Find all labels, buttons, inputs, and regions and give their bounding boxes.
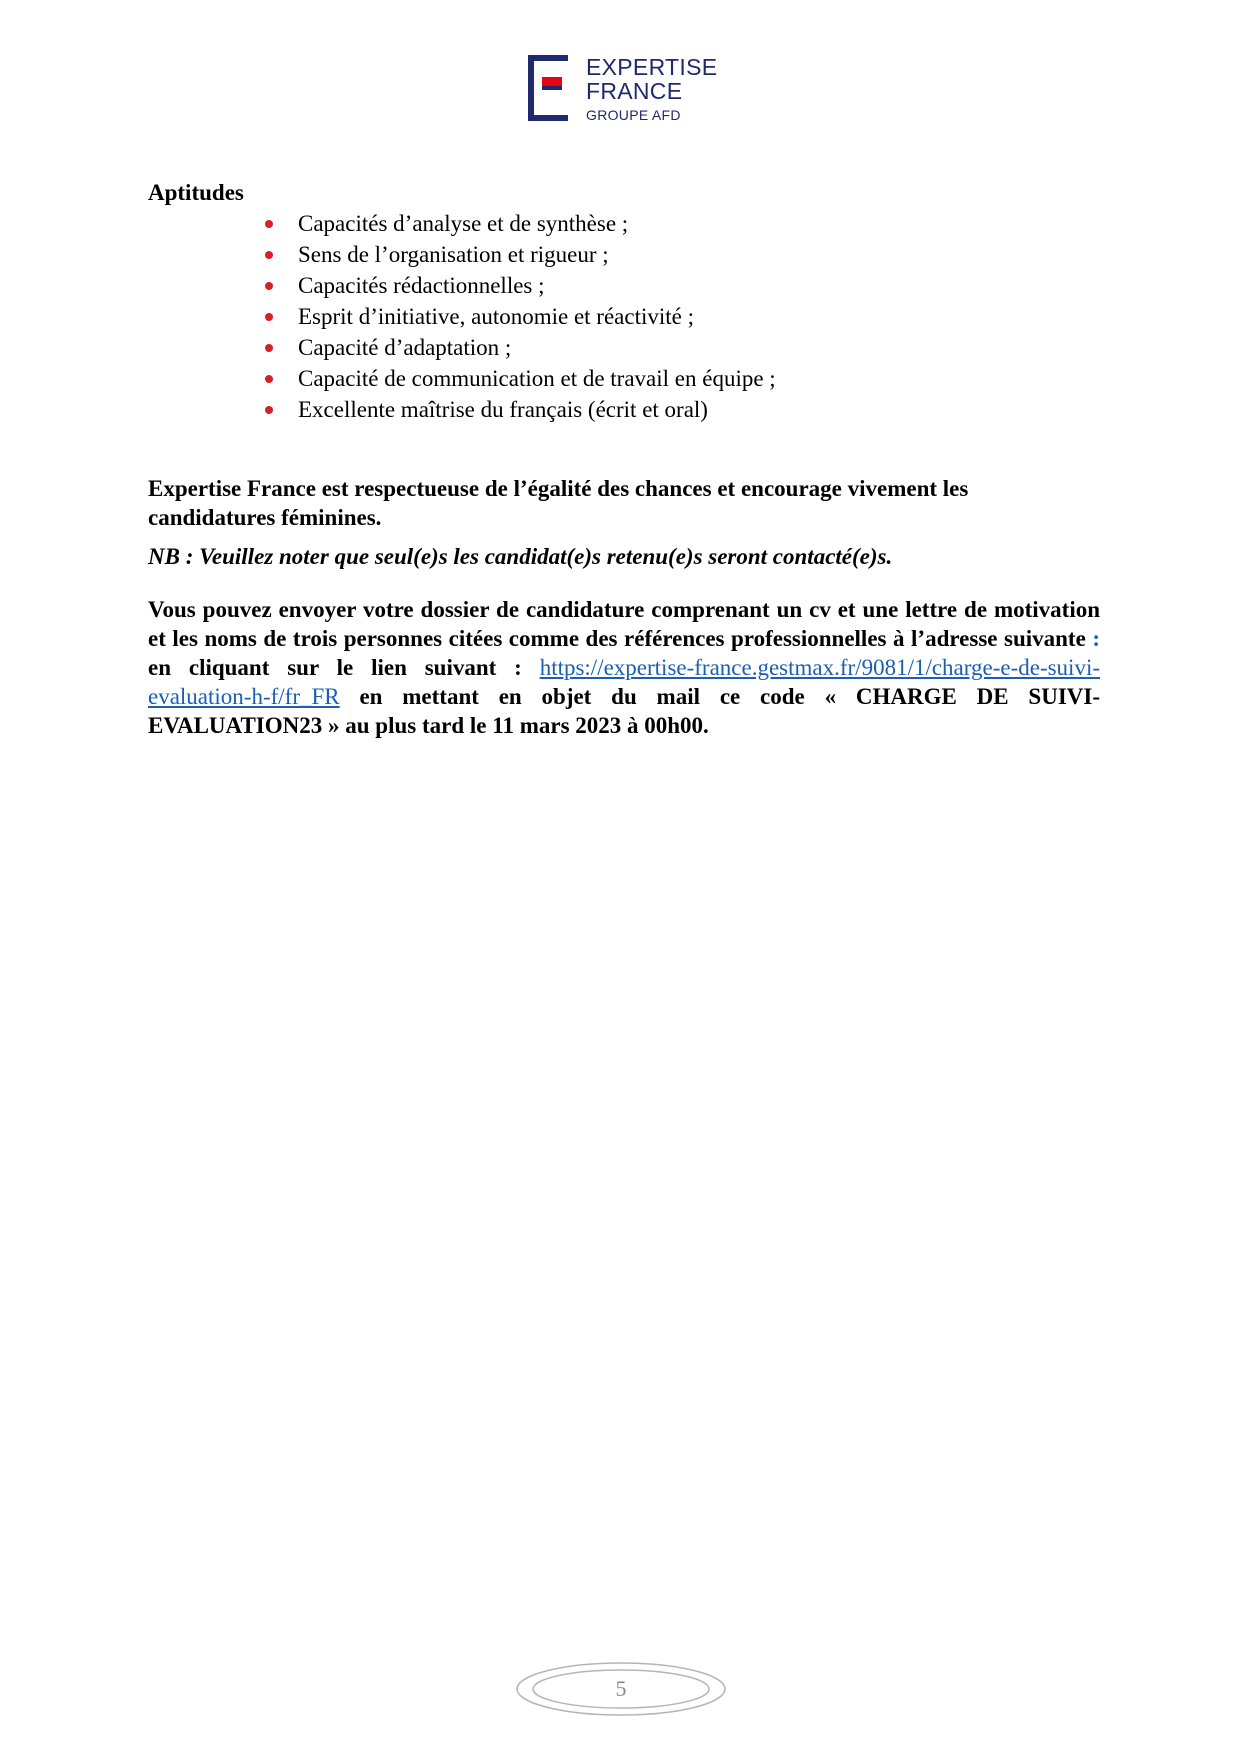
list-item <box>298 363 1100 394</box>
list-item <box>298 301 1100 332</box>
equal-opportunity-statement: Expertise France est respectueuse de l’égalité des chances et encourage vivement les candidatures féminines. <box>148 476 969 530</box>
bullet-dot-icon <box>265 313 273 321</box>
list-item-text: Capacité de communication et de travail en équipe ; <box>298 366 776 391</box>
bullet-dot-icon <box>265 406 273 414</box>
list-item <box>298 208 1100 239</box>
list-item-text: Capacités rédactionnelles ; <box>298 273 545 298</box>
application-link[interactable]: https://expertise-france.gestmax.fr/9081/1/charge-e-de-suivi-evaluation-h-f/fr_FR <box>148 655 1100 709</box>
logo-line-groupe-afd: GROUPE AFD <box>586 107 681 123</box>
list-item <box>298 394 1100 425</box>
aptitudes-heading: Aptitudes <box>148 180 244 205</box>
application-colon: : <box>1092 626 1100 651</box>
aptitudes-list <box>148 208 1100 425</box>
nb-notice: NB : Veuillez noter que seul(e)s les candidat(e)s retenu(e)s seront contacté(e)s. <box>148 544 893 569</box>
bullet-dot-icon <box>265 220 273 228</box>
application-text-part2: en cliquant sur le lien suivant : <box>148 655 540 680</box>
application-text-part1: Vous pouvez envoyer votre dossier de candidature comprenant un cv et une lettre de motivation et les noms de trois personnes citées comme des références professionnelles à l’adresse suivante <box>148 597 1100 651</box>
bullet-dot-icon <box>265 344 273 352</box>
bullet-dot-icon <box>265 251 273 259</box>
list-item-text: Capacité d’adaptation ; <box>298 335 512 360</box>
expertise-france-logo <box>528 55 728 125</box>
list-item-text: Sens de l’organisation et rigueur ; <box>298 242 609 267</box>
application-text-part3: en mettant en objet du mail ce code « CHARGE DE SUIVI-EVALUATION23 » au plus tard le 11 mars 2023 à 00h00. <box>148 684 1100 738</box>
list-item-text: Excellente maîtrise du français (écrit et oral) <box>298 397 708 422</box>
list-item-text: Esprit d’initiative, autonomie et réactivité ; <box>298 304 694 329</box>
document-body <box>148 177 1100 740</box>
list-item <box>298 270 1100 301</box>
logo-text <box>586 55 717 125</box>
expertise-france-logo-mark <box>528 55 568 121</box>
page-number: 5 <box>615 1676 627 1701</box>
list-item-text: Capacités d’analyse et de synthèse ; <box>298 211 629 236</box>
list-item <box>298 239 1100 270</box>
bullet-dot-icon <box>265 375 273 383</box>
bullet-dot-icon <box>265 282 273 290</box>
application-instructions <box>148 595 1100 740</box>
logo-line-expertise: EXPERTISE <box>586 54 718 80</box>
logo-line-france: FRANCE <box>586 78 683 104</box>
list-item <box>298 332 1100 363</box>
page-number-badge <box>514 1660 728 1718</box>
